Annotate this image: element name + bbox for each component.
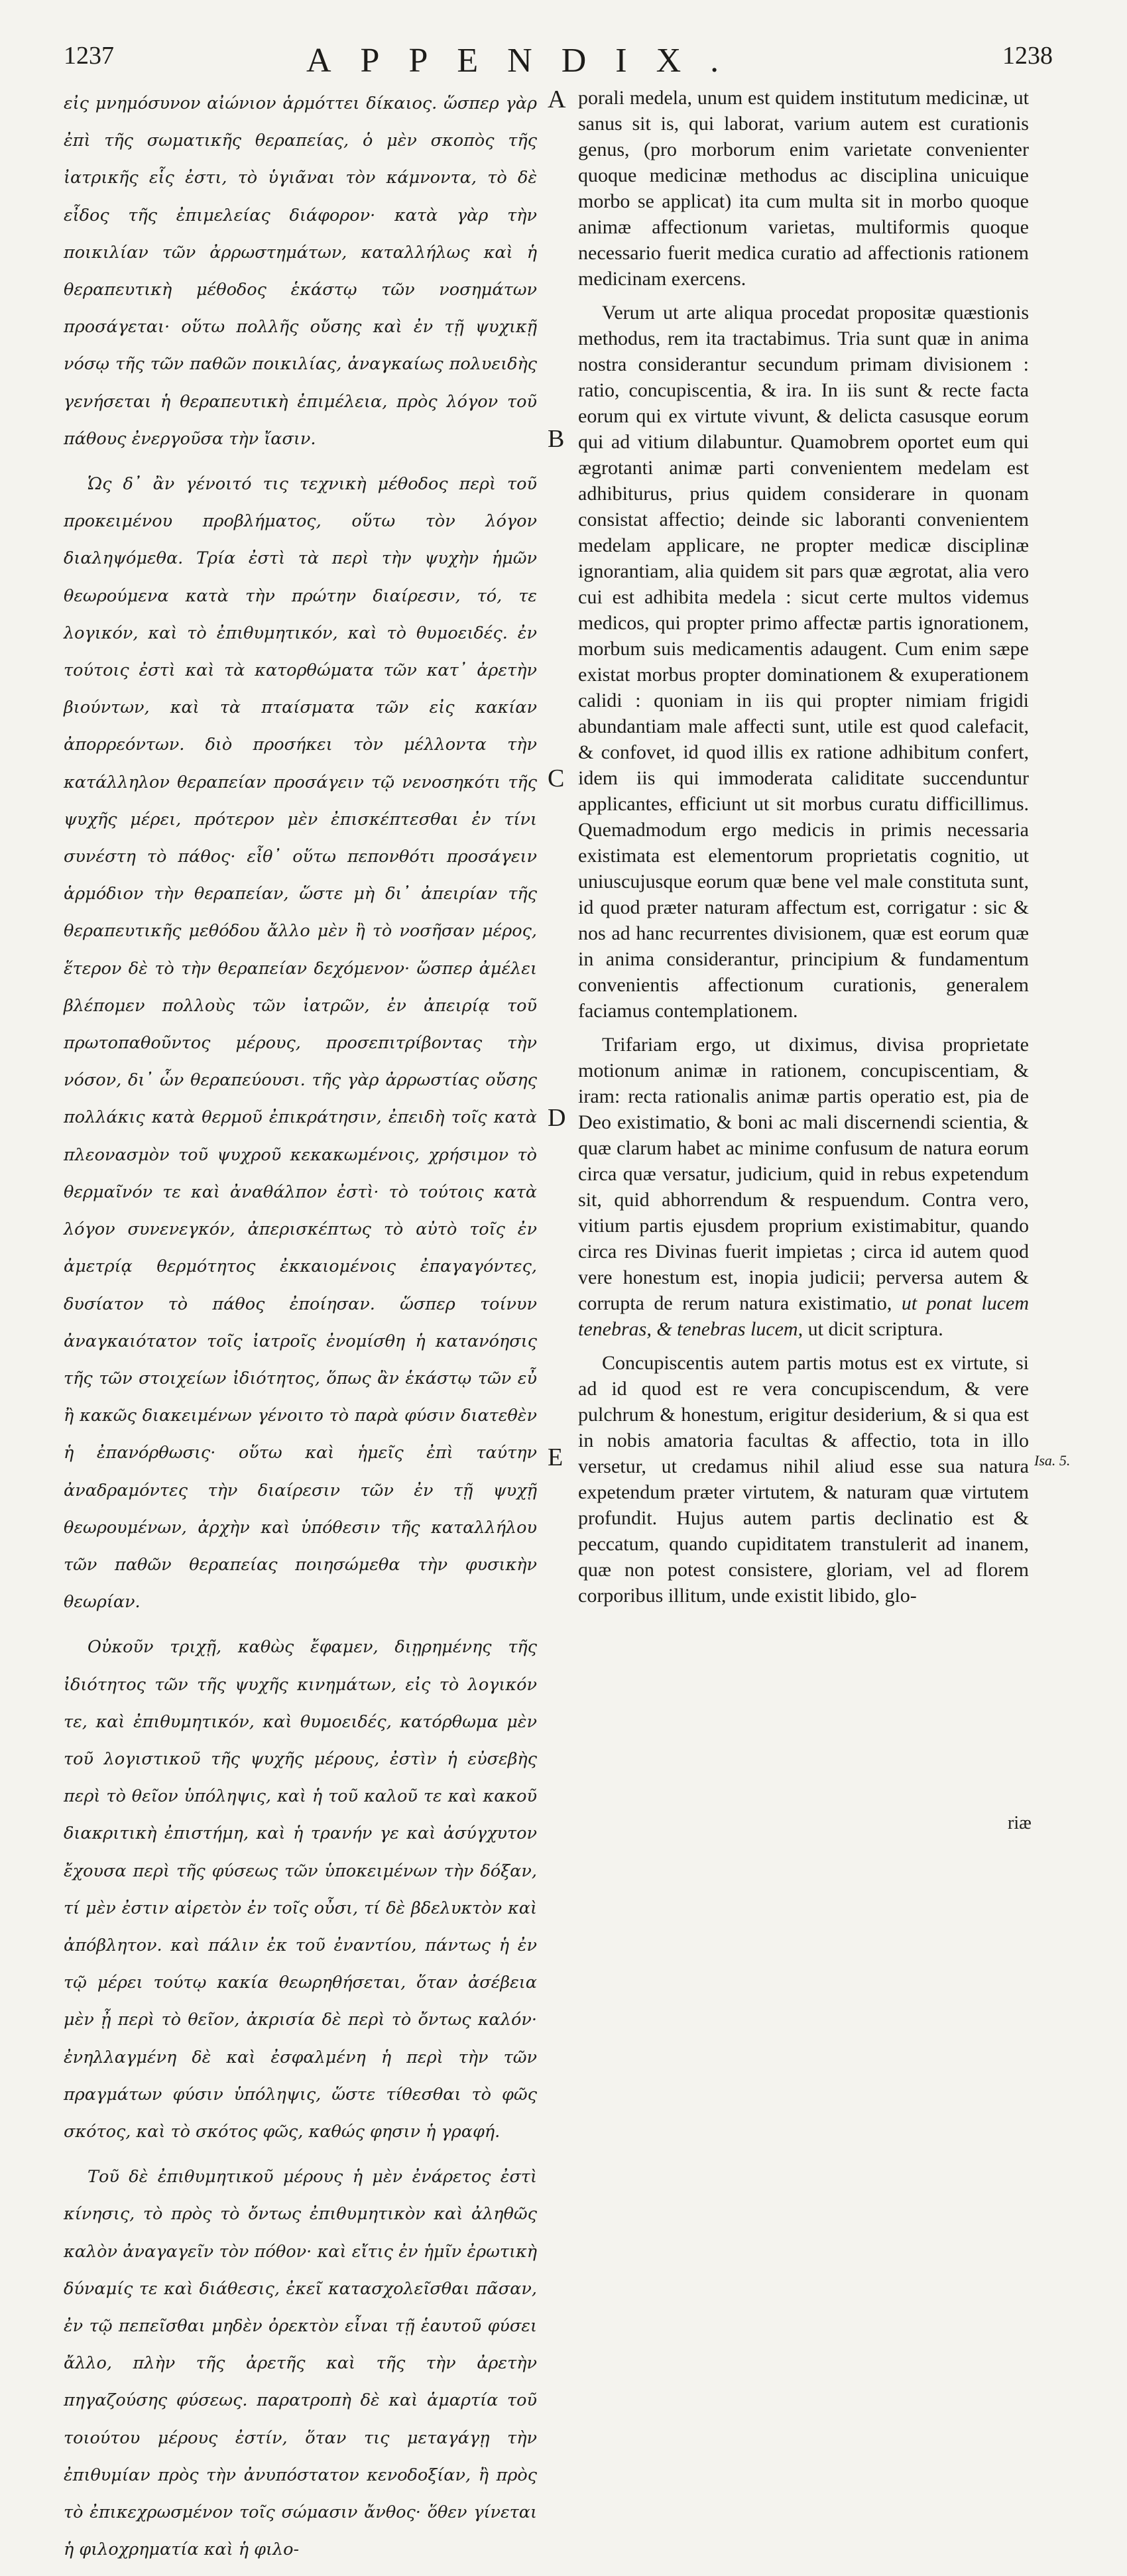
section-letter-d: D bbox=[548, 1104, 566, 1132]
margin-reference: Isa. 5. bbox=[1034, 1452, 1071, 1469]
catchword: riæ bbox=[1008, 1813, 1032, 1833]
section-letter-e: E bbox=[548, 1443, 564, 1471]
left-page-number: 1237 bbox=[64, 42, 114, 70]
section-letter-c: C bbox=[548, 765, 565, 792]
section-letter-a: A bbox=[548, 86, 566, 113]
latin-text: ut dicit scriptura. bbox=[807, 1318, 943, 1340]
latin-paragraph: Concupiscentis autem partis motus est ex virtute, si ad id quod est re vera concupiscendum, & vere pulchrum & honestum, erigitur desiderium, & si qua est in nobis amatoria facultas & affectio, tota in illo versetur, ut credamus nihil aliud esse sua natura expetendum præter virtutem, & naturam quæ virtutem profundit. Hujus autem partis declinatio est & peccatum, quando cupiditatem transtulerit ad inanem, quæ non potest consistere, gloriam, vel ad florem corporibus illitum, unde existit libido, glo- bbox=[578, 1352, 1029, 1607]
greek-paragraph: Οὐκοῦν τριχῇ, καθὼς ἔφαμεν, διῃρημένης τῆς ἰδιότητος τῶν τῆς ψυχῆς κινημάτων, εἰς τὸ λογικόν τε, καὶ ἐπιθυμητικόν, καὶ θυμοειδές, κατόρθωμα μὲν τοῦ λογιστικοῦ τῆς ψυχῆς μέρους, ἐστὶν ἡ εὐσεβὴς περὶ τὸ θεῖον ὑπόληψις, καὶ ἡ τοῦ καλοῦ τε καὶ κακοῦ διακριτικὴ ἐπιστήμη, καὶ ἡ τρανήν γε καὶ ἀσύγχυτον ἔχουσα περὶ τῆς φύσεως τῶν ὑποκειμένων τὴν δόξαν, τί μὲν ἐστιν αἱρετὸν ἐν τοῖς οὖσι, τί δὲ βδελυκτὸν καὶ ἀπόβλητον. καὶ πάλιν ἐκ τοῦ ἐναντίου, πάντως ἡ ἐν τῷ μέρει τούτῳ κακία θεωρηθήσεται, ὅταν ἀσέβεια μὲν ᾖ περὶ τὸ θεῖον, ἀκρισία δὲ περὶ τὸ ὄντως καλόν· ἐνηλλαγμένη δὲ καὶ ἐσφαλμένη ἡ περὶ τὴν τῶν πραγμάτων φύσιν ὑπόληψις, ὥστε τίθεσθαι τὸ φῶς σκότος, καὶ τὸ σκότος φῶς, καθώς φησιν ἡ γραφή. bbox=[64, 1637, 537, 2142]
running-title: APPENDIX. bbox=[306, 42, 748, 80]
greek-text-column bbox=[64, 85, 537, 2576]
latin-text: Trifariam ergo, ut diximus, divisa proprietate motionum animæ in rationem, concupiscentiam, & iram: recta rationalis animæ partis operatio est, pia de Deo existimatio, & boni ac mali discernendi scientia, & quæ clarum habet ac minime confusum de natura eorum circa quæ versatur, judicium, quid in rebus expetendum sit, quid abhorrendum & respuendum. Contra vero, vitium partis ejusdem proprium existimabitur, quando circa res Divinas fuerit impietas ; circa id autem quod vere honestum est, inopia judicii; perversa autem & corrupta de rerum natura existimatio, bbox=[578, 1034, 1029, 1314]
latin-paragraph: Verum ut arte aliqua procedat propositæ quæstionis methodus, rem ita tractabimus. Tria sunt quæ in anima nostra considerantur secundum primam divisionem : ratio, concupiscentia, & ira. In iis sunt & recte facta eorum qui ex virtute vivunt, & delicta casusque eorum qui ad vitium dilabuntur. Quamobrem oportet eum qui ægrotanti animæ parti convenientem medelam est adhibiturus, prius quidem considerare in quonam consistat affectio; deinde sic laboranti convenientem medelam applicare, ne propter medicæ disciplinæ ignorantiam, alia quidem sit pars quæ ægrotat, alia vero cui est adhibita medela : sicut certe multos videmus medicos, qui propter primo affectæ partis ignorationem, morbum suis medicamentis adaugent. Cum enim sæpe existat morbus propter dominationem & exuperationem calidi : quoniam in iis qui propter nimiam frigidi abundantiam male affecti sunt, utile est quod calefacit, & confovet, id quod illis ex ratione adhibitum confert, idem iis qui immoderata caliditate succenduntur applicantes, efficiunt ut sit morbus curatu difficillimus. Quemadmodum ergo medicis in primis necessaria existimata est elementorum proprietatis cognitio, ut uniuscujusque eorum quæ bene vel male constituta sunt, id quod præter naturam affectum est, corrigatur : sic & nos ad hanc recurrentes divisionem, quæ est eorum quæ in anima considerantur, principium & fundamentum convenientis affectionum curationis, generalem faciamus contemplationem. bbox=[578, 302, 1029, 1022]
latin-paragraph: porali medela, unum est quidem institutum medicinæ, ut sanus sit is, qui laborat, varium autem est curationis genus, (pro morborum enim varietate convenienter quoque medicinæ methodus ac disciplina unicuique morbo se applicat) ita cum multa sit in morbo quoque animæ affectionum varietas, multiformis quoque necessario fuerit medica curatio ad affectionis rationem medicinam exercens. bbox=[578, 87, 1029, 290]
section-letter-b: B bbox=[548, 425, 565, 453]
greek-paragraph: Ὡς δ᾽ ἂν γένοιτό τις τεχνικὴ μέθοδος περὶ τοῦ προκειμένου προβλήματος, οὕτω τὸν λόγον διαληψόμεθα. Τρία ἐστὶ τὰ περὶ τὴν ψυχὴν ἡμῶν θεωρούμενα κατὰ τὴν πρώτην διαίρεσιν, τό, τε λογικόν, καὶ τὸ ἐπιθυμητικόν, καὶ τὸ θυμοειδές. ἐν τούτοις ἐστὶ καὶ τὰ κατορθώματα τῶν κατ᾽ ἀρετὴν βιούντων, καὶ τὰ πταίσματα τῶν εἰς κακίαν ἀπορρεόντων. διὸ προσήκει τὸν μέλλοντα τὴν κατάλληλον θεραπείαν προσάγειν τῷ νενοσηκότι τῆς ψυχῆς μέρει, πρότερον μὲν ἐπισκέπτεσθαι ἐν τίνι συνέστη τὸ πάθος· εἶθ᾽ οὕτω πεπονθότι προσάγειν ἁρμόδιον τὴν θεραπείαν, ὥστε μὴ δι᾽ ἀπειρίαν τῆς θεραπευτικῆς μεθόδου ἄλλο μὲν ἢ τὸ νοσῆσαν μέρος, ἕτερον δὲ τὸ τὴν θεραπείαν δεχόμενον· ὥσπερ ἀμέλει βλέπομεν πολλοὺς τῶν ἰατρῶν, ἐν ἀπειρίᾳ τοῦ πρωτοπαθοῦντος μέρους, προσεπιτρίβοντας τὴν νόσον, δι᾽ ὧν θεραπεύουσι. τῆς γὰρ ἀρρωστίας οὔσης πολλάκις κατὰ θερμοῦ ἐπικράτησιν, ἐπειδὴ τοῖς κατὰ πλεονασμὸν τοῦ ψυχροῦ κεκακωμένοις, χρήσιμον τὸ θερμαῖνόν τε καὶ ἀναθάλπον ἐστὶ· τὸ τούτοις κατὰ λόγον συνενεγκόν, ἀπερισκέπτως τὸ αὐτὸ τοῖς ἐν ἀμετρίᾳ θερμότητος ἐκκαιομένοις ἐπαγαγόντες, δυσίατον τὸ πάθος ἐποίησαν. ὥσπερ τοίνυν ἀναγκαιότατον τοῖς ἰατροῖς ἐνομίσθη ἡ κατανόησις τῆς τῶν στοιχείων ἰδιότητος, ὅπως ἂν ἑκάστῳ τῶν εὖ ἢ κακῶς διακειμένων γένοιτο τὸ παρὰ φύσιν διατεθὲν ἡ ἐπανόρθωσις· οὕτω καὶ ἡμεῖς ἐπὶ ταύτην ἀναδραμόντες τὴν διαίρεσιν τῶν ἐν τῇ ψυχῇ θεωρουμένων, ἀρχὴν καὶ ὑπόθεσιν τῆς καταλλήλου τῶν παθῶν θεραπείας ποιησώμεθα τὴν φυσικὴν θεωρίαν. bbox=[64, 474, 537, 1613]
latin-paragraph bbox=[578, 1032, 1029, 1342]
greek-paragraph: εἰς μνημόσυνον αἰώνιον ἁρμόττει δίκαιος. ὥσπερ γὰρ ἐπὶ τῆς σωματικῆς θεραπείας, ὁ μὲν σκοπὸς τῆς ἰατρικῆς εἷς ἐστι, τὸ ὑγιᾶναι τὸν κάμνοντα, τὸ δὲ εἶδος τῆς ἐπιμελείας διάφορον· κατὰ γὰρ τὴν ποικιλίαν τῶν ἀρρωστημάτων, καταλλήλως καὶ ἡ θεραπευτικὴ μέθοδος ἑκάστῳ τῶν νοσημάτων προσάγεται· οὕτω πολλῆς οὔσης καὶ ἐν τῇ ψυχικῇ νόσῳ τῆς τῶν παθῶν ποικιλίας, ἀναγκαίως πολυειδὴς γενήσεται ἡ θεραπευτικὴ ἐπιμέλεια, πρὸς λόγον τοῦ πάθους ἐνεργοῦσα τὴν ἴασιν. bbox=[64, 93, 537, 449]
right-page-number: 1238 bbox=[1002, 42, 1053, 70]
latin-text-column bbox=[578, 85, 1029, 1617]
greek-paragraph: Τοῦ δὲ ἐπιθυμητικοῦ μέρους ἡ μὲν ἐνάρετος ἐστὶ κίνησις, τὸ πρὸς τὸ ὄντως ἐπιθυμητικὸν καὶ ἀληθῶς καλὸν ἀναγαγεῖν τὸν πόθον· καὶ εἴτις ἐν ἡμῖν ἐρωτικὴ δύναμίς τε καὶ διάθεσις, ἐκεῖ κατασχολεῖσθαι πᾶσαν, ἐν τῷ πεπεῖσθαι μηδὲν ὀρεκτὸν εἶναι τῇ ἑαυτοῦ φύσει ἄλλο, πλὴν τῆς ἀρετῆς καὶ τῆς τὴν ἀρετὴν πηγαζούσης φύσεως. παρατροπὴ δὲ καὶ ἁμαρτία τοῦ τοιούτου μέρους ἐστίν, ὅταν τις μεταγάγῃ τὴν ἐπιθυμίαν πρὸς τὴν ἀνυπόστατον κενοδοξίαν, ἢ πρὸς τὸ ἐπικεχρωσμένον τοῖς σώμασιν ἄνθος· ὅθεν γίνεται ἡ φιλοχρηματία καὶ ἡ φιλο- bbox=[64, 2167, 537, 2560]
scripture-quote: ut ponat lucem tenebras, & tenebras lucem, bbox=[578, 1292, 1029, 1340]
